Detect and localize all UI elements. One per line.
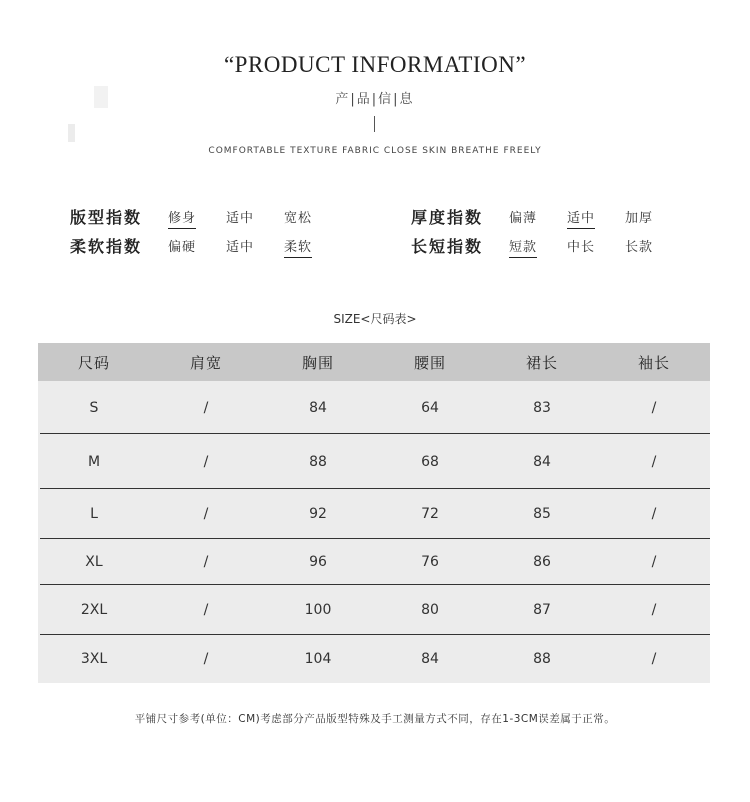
thickness-index-label: 厚度指数 bbox=[411, 207, 484, 227]
table-cell: / bbox=[651, 399, 657, 416]
table-cell: / bbox=[651, 506, 657, 522]
length-option-2: 中长 bbox=[567, 239, 596, 255]
fit-option-2: 适中 bbox=[226, 210, 255, 226]
fit-index-row bbox=[70, 203, 342, 229]
table-cell: 104 bbox=[304, 651, 332, 667]
table-row bbox=[38, 635, 710, 683]
fit-index-label: 版型指数 bbox=[70, 207, 143, 227]
table-cell: / bbox=[651, 554, 657, 570]
table-row bbox=[38, 489, 710, 539]
measurement-note: 平铺尺寸参考(单位：CM)考虑部分产品版型特殊及手工测量方式不同，存在1-3CM误差属于正常。 bbox=[134, 713, 616, 725]
softness-option-2: 适中 bbox=[226, 239, 255, 255]
table-header bbox=[38, 343, 710, 381]
header-cell: 裙长 bbox=[525, 353, 558, 372]
table-row bbox=[38, 381, 710, 434]
table-cell: 100 bbox=[304, 602, 332, 618]
thickness-option-2: 适中 bbox=[567, 207, 625, 226]
header-cell: 胸围 bbox=[301, 353, 334, 372]
fit-option-1: 修身 bbox=[168, 207, 226, 226]
table-cell: 84 bbox=[533, 453, 551, 470]
table-cell: 88 bbox=[533, 651, 551, 667]
table-cell: 87 bbox=[533, 602, 551, 618]
size-table bbox=[38, 343, 710, 683]
divider-line bbox=[374, 116, 375, 132]
page-subtitle: 产|品|信|息 bbox=[335, 92, 415, 107]
table-cell: XL bbox=[85, 554, 103, 570]
table-cell: S bbox=[89, 399, 99, 416]
length-option-1: 短款 bbox=[509, 236, 567, 255]
table-cell: / bbox=[203, 554, 209, 570]
table-cell: M bbox=[87, 453, 101, 470]
table-cell: 83 bbox=[533, 399, 551, 416]
table-row bbox=[38, 539, 710, 585]
table-cell: 84 bbox=[421, 651, 439, 667]
fit-option-3: 宽松 bbox=[284, 210, 313, 226]
softness-option-1: 偏硬 bbox=[168, 239, 197, 255]
table-cell: / bbox=[651, 602, 657, 618]
header-cell: 尺码 bbox=[77, 353, 110, 372]
table-cell: L bbox=[90, 506, 98, 522]
table-row bbox=[38, 585, 710, 635]
softness-option-3: 柔软 bbox=[284, 236, 342, 255]
table-cell: 84 bbox=[309, 399, 327, 416]
length-index-label: 长短指数 bbox=[411, 236, 484, 256]
table-cell: 96 bbox=[309, 554, 327, 570]
thickness-option-3: 加厚 bbox=[625, 210, 654, 226]
table-cell: 3XL bbox=[80, 651, 108, 667]
decorative-mark bbox=[68, 124, 75, 142]
table-cell: 92 bbox=[309, 506, 327, 522]
thickness-index-row bbox=[411, 203, 683, 229]
softness-index-label: 柔软指数 bbox=[70, 236, 143, 256]
header-cell: 腰围 bbox=[413, 353, 446, 372]
thickness-option-1: 偏薄 bbox=[509, 210, 538, 226]
header-cell: 袖长 bbox=[637, 353, 670, 372]
header-cell: 肩宽 bbox=[189, 353, 222, 372]
table-cell: / bbox=[203, 399, 209, 416]
table-cell: 80 bbox=[421, 602, 439, 618]
table-cell: 88 bbox=[309, 453, 327, 470]
table-cell: / bbox=[203, 651, 209, 667]
table-cell: 72 bbox=[421, 506, 439, 522]
length-index-row bbox=[411, 232, 683, 258]
table-cell: 68 bbox=[421, 453, 439, 470]
table-cell: 76 bbox=[421, 554, 439, 570]
page-title: “PRODUCT INFORMATION” bbox=[223, 52, 527, 77]
table-cell: 64 bbox=[421, 399, 439, 416]
size-table-title: SIZE<尺码表> bbox=[333, 312, 417, 326]
table-cell: / bbox=[651, 453, 657, 470]
table-cell: 2XL bbox=[80, 602, 108, 618]
length-option-3: 长款 bbox=[625, 239, 654, 255]
table-cell: / bbox=[651, 651, 657, 667]
table-cell: / bbox=[203, 506, 209, 522]
tagline: COMFORTABLE TEXTURE FABRIC CLOSE SKIN BREATHE FREELY bbox=[208, 146, 542, 156]
table-row bbox=[38, 434, 710, 489]
table-cell: / bbox=[203, 453, 209, 470]
table-cell: / bbox=[203, 602, 209, 618]
table-cell: 86 bbox=[533, 554, 551, 570]
table-cell: 85 bbox=[533, 506, 551, 522]
softness-index-row bbox=[70, 232, 342, 258]
